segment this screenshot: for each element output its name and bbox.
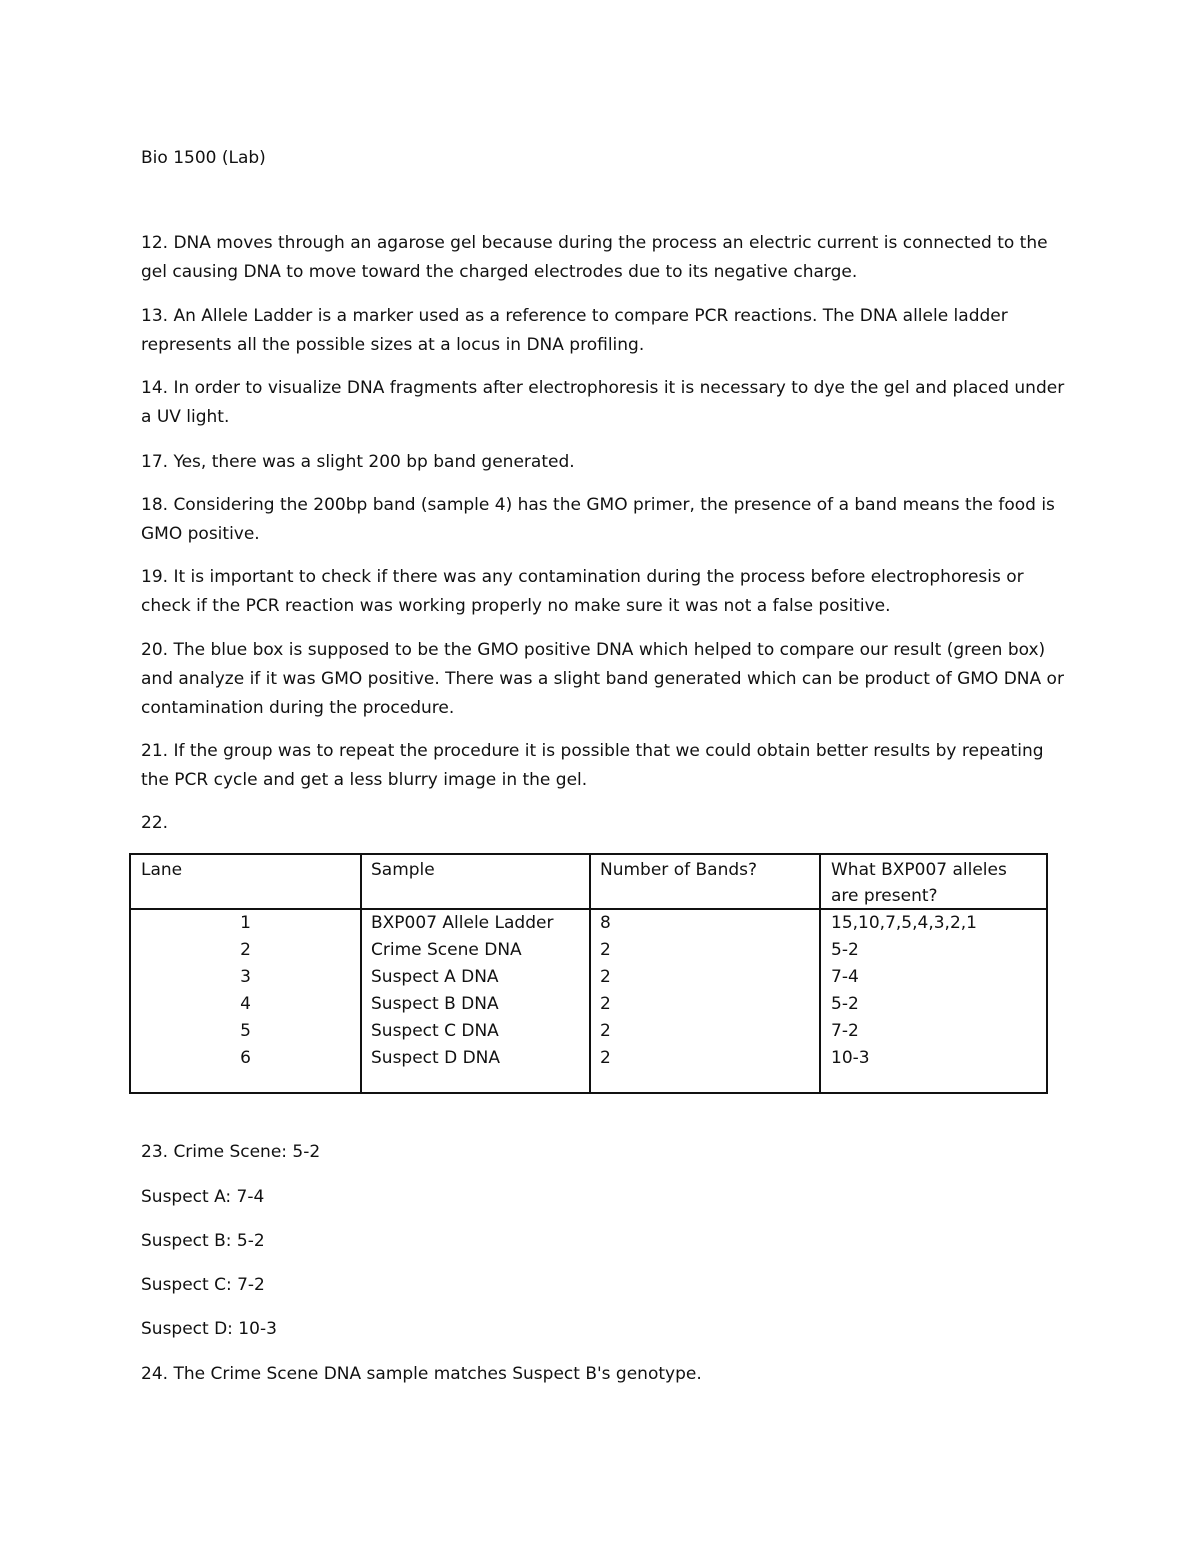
answer-17: 17. Yes, there was a slight 200 bp band generated. xyxy=(141,452,575,472)
table-cell-alleles: 10-3 xyxy=(831,1048,870,1068)
table-cell-bands: 2 xyxy=(600,967,611,987)
table-cell-alleles: 5-2 xyxy=(831,940,859,960)
table-cell-alleles: 7-4 xyxy=(831,967,859,987)
alleles-column xyxy=(831,910,1031,1072)
table-cell-sample: Suspect D DNA xyxy=(371,1048,501,1068)
answer-24: 24. The Crime Scene DNA sample matches Suspect B's genotype. xyxy=(141,1364,702,1384)
table-cell-lane: 1 xyxy=(240,913,251,933)
table-cell-lane: 6 xyxy=(240,1048,251,1068)
table-cell-sample: Crime Scene DNA xyxy=(371,940,522,960)
answer-12: 12. DNA moves through an agarose gel because during the process an electric current is connected to the gel causing DNA to move toward the charged electrodes due to its negative charge. xyxy=(141,233,1048,282)
table-cell-alleles: 5-2 xyxy=(831,994,859,1014)
table-cell-bands: 2 xyxy=(600,940,611,960)
table-cell-sample: BXP007 Allele Ladder xyxy=(371,913,554,933)
table-cell-bands: 8 xyxy=(600,913,611,933)
table-cell-bands: 2 xyxy=(600,1048,611,1068)
table-cell-alleles: 15,10,7,5,4,3,2,1 xyxy=(831,913,977,933)
table-divider xyxy=(589,855,591,1092)
table-divider xyxy=(360,855,362,1092)
genotype-suspect-d: Suspect D: 10-3 xyxy=(141,1319,277,1339)
header-sample: Sample xyxy=(371,860,435,880)
table-divider xyxy=(819,855,821,1092)
table-cell-bands: 2 xyxy=(600,1021,611,1041)
lane-column xyxy=(131,910,360,1072)
answer-22-label: 22. xyxy=(141,813,169,833)
genotype-suspect-a: Suspect A: 7-4 xyxy=(141,1187,265,1207)
table-cell-lane: 5 xyxy=(240,1021,251,1041)
table-cell-lane: 2 xyxy=(240,940,251,960)
table-cell-bands: 2 xyxy=(600,994,611,1014)
answer-18: 18. Considering the 200bp band (sample 4) has the GMO primer, the presence of a band means the food is GMO positive. xyxy=(141,495,1055,544)
header-bands: Number of Bands? xyxy=(600,860,758,880)
allele-table xyxy=(129,853,1048,1094)
table-cell-alleles: 7-2 xyxy=(831,1021,859,1041)
bands-column xyxy=(600,910,611,1072)
table-cell-lane: 3 xyxy=(240,967,251,987)
genotype-suspect-c: Suspect C: 7-2 xyxy=(141,1275,265,1295)
answer-21: 21. If the group was to repeat the procedure it is possible that we could obtain better results by repeating the PCR cycle and get a less blurry image in the gel. xyxy=(141,741,1044,790)
table-cell-sample: Suspect C DNA xyxy=(371,1021,499,1041)
table-cell-sample: Suspect A DNA xyxy=(371,967,499,987)
answer-14: 14. In order to visualize DNA fragments after electrophoresis it is necessary to dye the gel and placed under a UV light. xyxy=(141,378,1065,427)
sample-column xyxy=(371,910,553,1072)
table-cell-sample: Suspect B DNA xyxy=(371,994,499,1014)
document-title: Bio 1500 (Lab) xyxy=(141,148,266,168)
answer-13: 13. An Allele Ladder is a marker used as a reference to compare PCR reactions. The DNA allele ladder represents all the possible sizes at a locus in DNA profiling. xyxy=(141,306,1008,355)
header-alleles: What BXP007 alleles are present? xyxy=(831,860,1007,906)
answer-19: 19. It is important to check if there was any contamination during the process before electrophoresis or check if the PCR reaction was working properly no make sure it was not a false positive. xyxy=(141,567,1024,616)
header-lane: Lane xyxy=(141,860,183,880)
answer-20: 20. The blue box is supposed to be the GMO positive DNA which helped to compare our result (green box) and analyze if it was GMO positive. There was a slight band generated which can be product of GMO DNA or contamination during the procedure. xyxy=(141,640,1064,718)
answer-23-crime-scene: 23. Crime Scene: 5-2 xyxy=(141,1142,321,1162)
table-cell-lane: 4 xyxy=(240,994,251,1014)
genotype-suspect-b: Suspect B: 5-2 xyxy=(141,1231,265,1251)
